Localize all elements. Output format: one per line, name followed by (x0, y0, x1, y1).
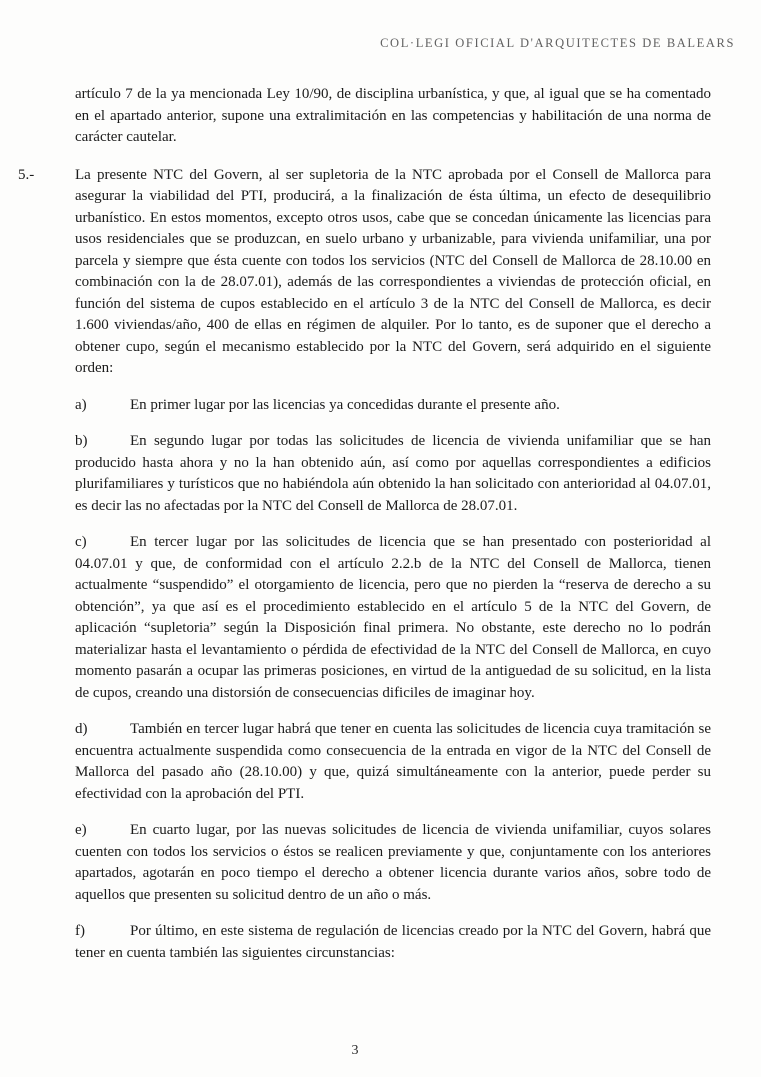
list-item-d (75, 719, 711, 805)
section-5 (18, 165, 711, 380)
section-number: 5.- (18, 166, 35, 183)
document-body (18, 84, 711, 964)
list-marker-f: f) (75, 923, 85, 939)
list-text-e: En cuarto lugar, por las nuevas solicitudes de licencia de vivienda unifamiliar, cuyos solares cuenten con todos los servicios o éstos se realicen previamente y que, conjuntamente con los anteriores apartados, agotarán en poco tiempo el derecho a obtener licencia durante varios años, sobre todo de aquellos que presenten su solicitud dentro de un año o más. (75, 822, 711, 903)
list-text-b: En segundo lugar por todas las solicitudes de licencia de vivienda unifamiliar que se han producido hasta ahora y no la han obtenido aún, así como por aquellas correspondientes a edificios plurifamiliares y turísticos que no habiéndola aún obtenido la han solicitado con anterioridad al 04.07.01, es decir las no afectadas por la NTC del Consell de Mallorca de 28.07.01. (75, 433, 711, 514)
list-marker-d: d) (75, 721, 88, 737)
list-text-c: En tercer lugar por las solicitudes de licencia que se han presentado con posterioridad al 04.07.01 y que, de conformidad con el artículo 2.2.b de la NTC del Consell de Mallorca, tienen actualmente “suspendido” el otorgamiento de licencia, pero que no pierden la “reserva de derecho a su obtención”, ya que así es el procedimiento establecido en el artículo 5 de la NTC del Govern, de aplicación “supletoria” según la Disposición final primera. No obstante, este derecho no lo podrán materializar hasta el levantamiento o pérdida de efectividad de la NTC del Consell de Mallorca, en cuyo momento pasarán a ocupar las primeras posiciones, en virtud de la antiguedad de su solicitud, en la lista de cupos, creando una distorsión de consecuencias dificiles de imaginar hoy. (75, 534, 711, 701)
list-item-e (75, 820, 711, 906)
list-item-b (75, 431, 711, 517)
list-text-f: Por último, en este sistema de regulación de licencias creado por la NTC del Govern, habrá que tener en cuenta también las siguientes circunstancias: (75, 923, 711, 961)
page-number: 3 (351, 1043, 359, 1058)
section-paragraph: La presente NTC del Govern, al ser supletoria de la NTC aprobada por el Consell de Mallorca para asegurar la viabilidad del PTI, producirá, a la finalización de ésta última, un efecto de desequilibrio urbanístico. En estos momentos, excepto otros usos, cabe que se concedan únicamente las licencias para usos residenciales que se produzcan, en suelo urbano y urbanizable, para vivienda unifamiliar, una por parcela y siempre que ésta cuente con todos los servicios (NTC del Consell de Mallorca de 28.10.00 en combinación con la de 28.07.01), además de las correspondientes a viviendas de protección oficial, en función del sistema de cupos establecido en el artículo 3 de la NTC del Consell de Mallorca, es decir 1.600 viviendas/año, 400 de ellas en régimen de alquiler. Por lo tanto, es de suponer que el derecho a obtener cupo, según el mecanismo establecido por la NTC del Govern, será adquirido en el siguiente orden: (75, 166, 711, 376)
list-text-d: También en tercer lugar habrá que tener en cuenta las solicitudes de licencia cuya tramitación se encuentra actualmente suspendida como consecuencia de la entrada en vigor de la NTC del Consell de Mallorca del pasado año (28.10.00) y que, quizá simultáneamente con la anterior, puede perder su efectividad con la aprobación del PTI. (75, 721, 711, 802)
list-item-f (75, 921, 711, 964)
list-item-c (75, 532, 711, 704)
list-item-a (75, 395, 711, 417)
intro-paragraph: artículo 7 de la ya mencionada Ley 10/90, de disciplina urbanística, y que, al igual que se ha comentado en el apartado anterior, supone una extralimitación en las competencias y habilitación de una norma de carácter cautelar. (75, 86, 711, 145)
list-marker-a: a) (75, 396, 87, 413)
list-marker-e: e) (75, 822, 87, 838)
list-marker-b: b) (75, 433, 88, 449)
list-marker-c: c) (75, 534, 87, 550)
list-text-a: En primer lugar por las licencias ya concedidas durante el presente año. (130, 396, 560, 413)
letterhead-org-name: COL·LEGI OFICIAL D'ARQUITECTES DE BALEARS (380, 36, 735, 50)
